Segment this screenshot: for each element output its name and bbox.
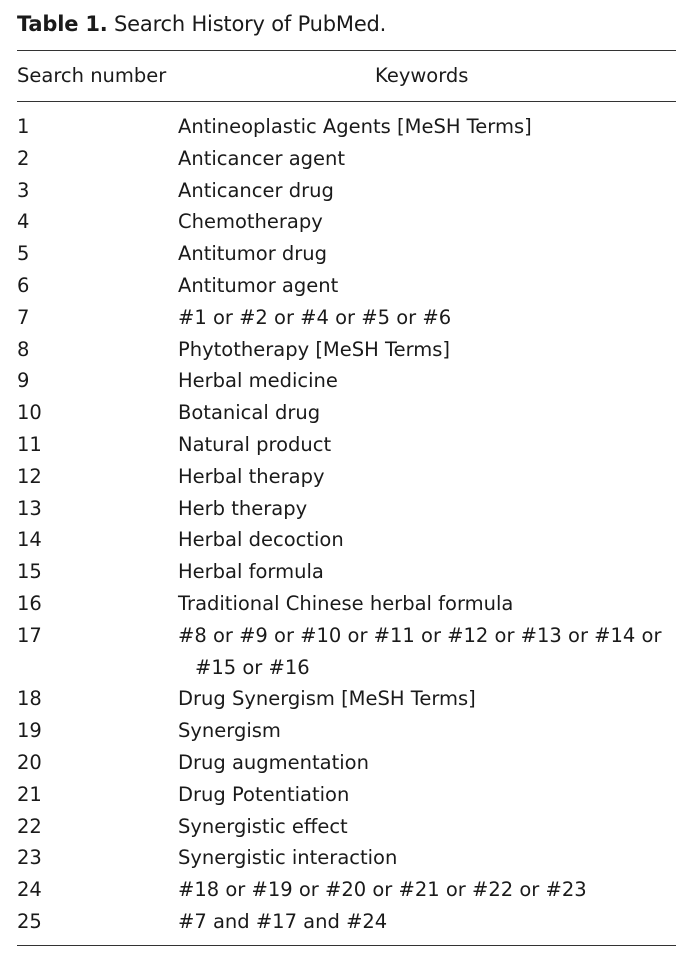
table-row [0, 683, 692, 715]
table-row [0, 747, 692, 779]
table-row [0, 365, 692, 397]
table-row [0, 397, 692, 429]
search-number-cell: 14 [17, 528, 42, 552]
table-top-rule [17, 50, 676, 51]
search-number-cell: 15 [17, 560, 42, 584]
search-number-cell: 8 [17, 337, 30, 361]
table-row [0, 429, 692, 461]
keywords-cell: Drug augmentation [178, 750, 369, 774]
table-row [0, 334, 692, 366]
search-number-cell: 10 [17, 401, 42, 425]
table-bottom-rule [17, 945, 676, 946]
search-number-cell: 21 [17, 782, 42, 806]
search-number-cell: 25 [17, 909, 42, 933]
search-number-cell: 23 [17, 846, 42, 870]
keywords-cell: Synergistic effect [178, 814, 348, 838]
keywords-cell: Herbal formula [178, 560, 324, 584]
search-number-cell: 18 [17, 687, 42, 711]
table-row [0, 620, 692, 684]
keywords-cell: Natural product [178, 432, 332, 456]
keywords-cell: Drug Synergism [MeSH Terms] [178, 687, 476, 711]
table-row [0, 906, 692, 938]
search-number-cell: 9 [17, 369, 30, 393]
search-number-cell: 12 [17, 464, 42, 488]
keywords-cell: Antitumor drug [178, 242, 328, 266]
table-row [0, 588, 692, 620]
table-caption [17, 12, 386, 36]
keywords-cell: #8 or #9 or #10 or #11 or #12 or #13 or #14 or #15 or #16 [178, 623, 662, 679]
keywords-cell: Herbal medicine [178, 369, 338, 393]
keywords-cell: Herbal therapy [178, 464, 325, 488]
keywords-cell: Phytotherapy [MeSH Terms] [178, 337, 451, 361]
table-row [0, 524, 692, 556]
keywords-cell: Drug Potentiation [178, 782, 350, 806]
table-body [0, 111, 692, 938]
header-keywords: Keywords [375, 64, 469, 87]
table-row [0, 842, 692, 874]
table-row [0, 143, 692, 175]
table-row [0, 238, 692, 270]
search-number-cell: 16 [17, 591, 42, 615]
table-title: Search History of PubMed. [114, 12, 387, 36]
search-number-cell: 3 [17, 178, 30, 202]
keywords-cell: Synergistic interaction [178, 846, 398, 870]
search-number-cell: 1 [17, 115, 30, 138]
header-search-number: Search number [17, 64, 167, 87]
search-number-cell: 20 [17, 750, 42, 774]
keywords-cell: #1 or #2 or #4 or #5 or #6 [178, 305, 452, 329]
search-number-cell: 6 [17, 273, 30, 297]
table-label: Table 1. [17, 12, 108, 36]
search-number-cell: 7 [17, 305, 30, 329]
keywords-cell: Chemotherapy [178, 210, 323, 234]
keywords-cell: Herb therapy [178, 496, 308, 520]
table-row [0, 111, 692, 143]
search-number-cell: 19 [17, 719, 42, 743]
search-number-cell: 5 [17, 242, 30, 266]
search-number-cell: 2 [17, 146, 30, 170]
search-number-cell: 24 [17, 878, 42, 902]
keywords-cell: Botanical drug [178, 401, 321, 425]
table-row [0, 811, 692, 843]
keywords-cell: Traditional Chinese herbal formula [178, 591, 514, 615]
keywords-cell: #18 or #19 or #20 or #21 or #22 or #23 [178, 878, 587, 902]
table-row [0, 461, 692, 493]
table-row [0, 175, 692, 207]
table-row [0, 302, 692, 334]
keywords-cell: Antitumor agent [178, 273, 339, 297]
keywords-cell: #7 and #17 and #24 [178, 909, 388, 933]
table-row [0, 779, 692, 811]
search-number-cell: 22 [17, 814, 42, 838]
table-row [0, 715, 692, 747]
keywords-cell: Synergism [178, 719, 281, 743]
table-row [0, 874, 692, 906]
search-number-cell: 17 [17, 623, 42, 647]
table-row [0, 270, 692, 302]
search-number-cell: 13 [17, 496, 42, 520]
table-row [0, 493, 692, 525]
table-header-rule [17, 101, 676, 102]
search-number-cell: 4 [17, 210, 30, 234]
keywords-cell: Anticancer drug [178, 178, 334, 202]
table-row [0, 556, 692, 588]
keywords-cell: Anticancer agent [178, 146, 346, 170]
keywords-cell: Antineoplastic Agents [MeSH Terms] [178, 115, 532, 138]
table-row [0, 206, 692, 238]
keywords-cell: Herbal decoction [178, 528, 344, 552]
search-number-cell: 11 [17, 432, 42, 456]
